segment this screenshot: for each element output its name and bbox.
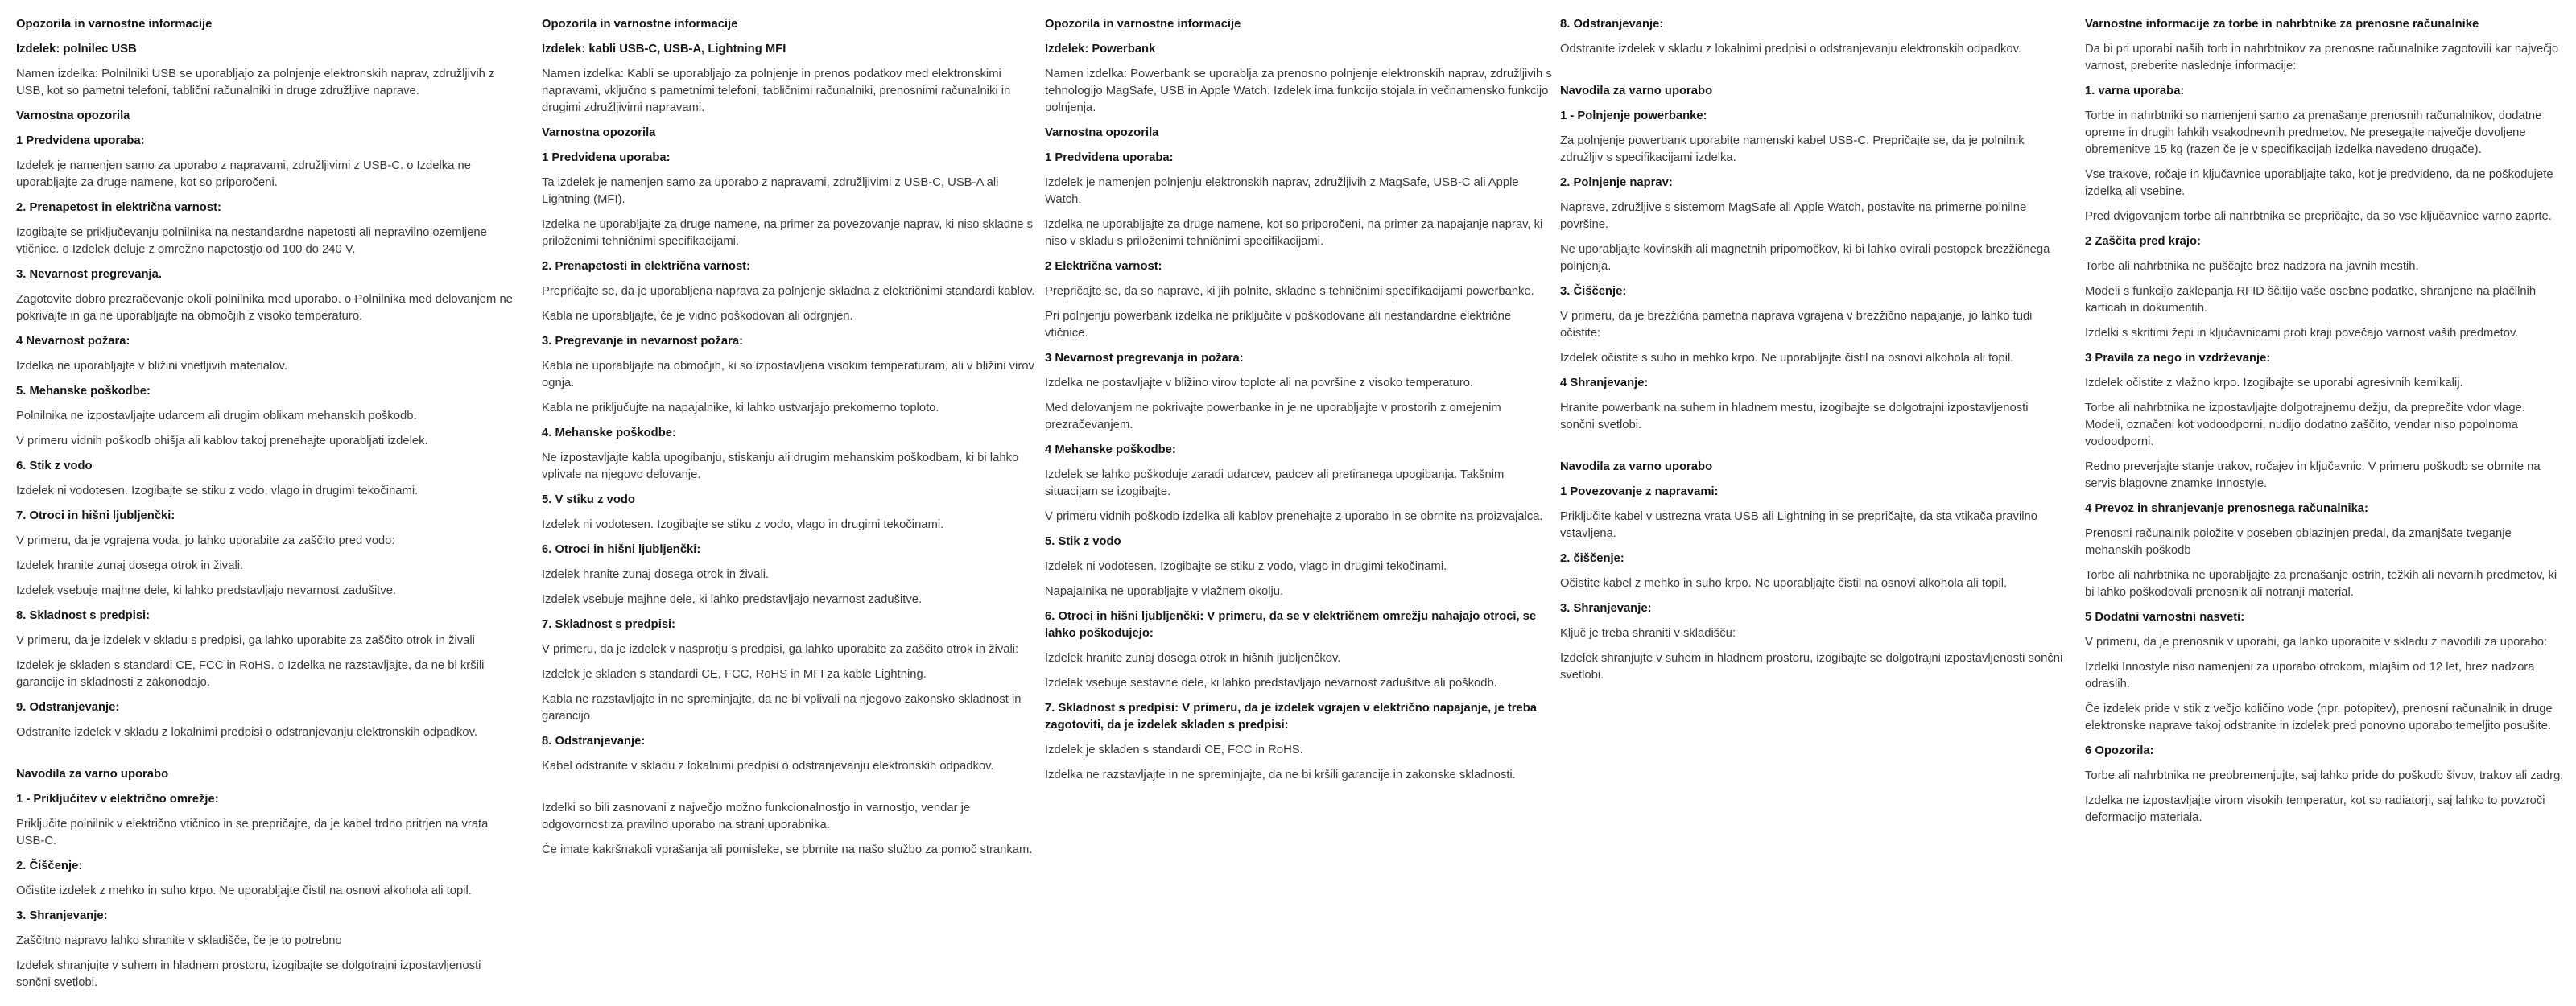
section-heading: 1 - Priključitev v električno omrežje: — [16, 793, 219, 806]
section-heading: Varnostna opozorila — [16, 109, 130, 122]
paragraph: Polnilnika ne izpostavljajte udarcem ali drugim oblikam mehanskih poškodb. — [16, 410, 417, 423]
spacer — [1560, 66, 2066, 75]
paragraph: Izdelek je namenjen samo za uporabo z napravami, združljivimi z USB-C. o Izdelka ne uporabljajte za druge namene, kot so priporočeni. — [16, 159, 472, 189]
section-heading: 2. Prenapetosti in električna varnost: — [542, 260, 751, 273]
paragraph: Izdelek je skladen s standardi CE, FCC in RoHS. o Izdelka ne razstavljajte, da ne bi kršili garancije in skladnosti z zakonodajo. — [16, 659, 485, 689]
paragraph: Torbe ali nahrbtnika ne izpostavljajte dolgotrajnemu dežju, da preprečite vdor vlage. Modeli, označeni kot vodoodporni, nudijo dodatno zaščito, vendar niso popolnoma vodoodporni. — [2085, 402, 2525, 448]
paragraph: Ta izdelek je namenjen samo za uporabo z napravami, združljivimi z USB-C, USB-A ali Lightning (MFI). — [542, 176, 999, 206]
paragraph: Zaščitno napravo lahko shranite v skladišče, če je to potrebno — [16, 934, 342, 947]
paragraph: Kabla ne priključujte na napajalnike, ki lahko ustvarjajo prekomerno toploto. — [542, 402, 939, 414]
section-heading: 3. Shranjevanje: — [1560, 602, 1652, 615]
section-heading: 3. Pregrevanje in nevarnost požara: — [542, 335, 743, 348]
section-heading: 8. Skladnost s predpisi: — [16, 609, 151, 622]
section-heading: 5. Mehanske poškodbe: — [16, 385, 151, 398]
paragraph: Kabla ne uporabljajte, če je vidno poškodovan ali odrgnjen. — [542, 310, 853, 323]
section-heading: 2. čiščenje: — [1560, 552, 1624, 565]
section-heading: 6. Otroci in hišni ljubljenčki: V primeru, da se v električnem omrežju nahajajo otroci, se lahko poškodujejo: — [1045, 610, 1537, 640]
paragraph: V primeru, da je prenosnik v uporabi, ga lahko uporabite v skladu z navodili za uporabo: — [2085, 636, 2548, 649]
paragraph: Očistite izdelek z mehko in suho krpo. Ne uporabljajte čistil na osnovi alkohola ali topil. — [16, 884, 472, 897]
section-heading: 4 Mehanske poškodbe: — [1045, 443, 1176, 456]
section-heading: 2 Zaščita pred krajo: — [2085, 235, 2201, 248]
section-heading: 5. V stiku z vodo — [542, 493, 635, 506]
paragraph: Izdelka ne izpostavljajte virom visokih temperatur, kot so radiatorji, saj lahko to povzroči deformacijo materiala. — [2085, 794, 2545, 824]
section-heading: 4 Prevoz in shranjevanje prenosnega računalnika: — [2085, 502, 2368, 515]
section-heading: 8. Odstranjevanje: — [542, 735, 646, 748]
paragraph: Če izdelek pride v stik z večjo količino vode (npr. potopitev), prenosni računalnik in druge elektronske naprave takoj odstranite in izdelek pred ponovno uporabo temeljito posušite. — [2085, 703, 2553, 732]
paragraph: Pri polnjenju powerbank izdelka ne priključite v poškodovane ali nestandardne električne vtičnice. — [1045, 310, 1512, 340]
paragraph: Kabel odstranite v skladu z lokalnimi predpisi o odstranjevanju elektronskih odpadkov. — [542, 760, 994, 773]
section-heading: 1 Predvidena uporaba: — [16, 134, 145, 147]
paragraph: Da bi pri uporabi naših torb in nahrbtnikov za prenosne računalnike zagotovili kar največjo varnost, preberite naslednje informacije: — [2085, 43, 2559, 72]
paragraph: Odstranite izdelek v skladu z lokalnimi predpisi o odstranjevanju elektronskih odpadkov. — [16, 726, 477, 739]
paragraph: V primeru, da je izdelek v skladu s predpisi, ga lahko uporabite za zaščito otrok in živali — [16, 634, 475, 647]
paragraph: Namen izdelka: Powerbank se uporablja za prenosno polnjenje elektronskih naprav, združljivih s tehnologijo MagSafe, USB in Apple Watch. Izdelek ima funkcijo stojala in večnamensko funkcijo polnjenja. — [1045, 68, 1552, 114]
paragraph: V primeru vidnih poškodb ohišja ali kablov takoj prenehajte uporabljati izdelek. — [16, 435, 428, 447]
paragraph: Kabla ne razstavljajte in ne spreminjajte, da ne bi vplivali na njegovo zakonsko skladnost in garancijo. — [542, 693, 1022, 723]
paragraph: Izdelek hranite zunaj dosega otrok in živali. — [542, 568, 770, 581]
section-heading: 1 Predvidena uporaba: — [542, 151, 671, 164]
paragraph: Prepričajte se, da je uporabljena naprava za polnjenje skladna z električnimi standardi kablov. — [542, 285, 1035, 298]
paragraph: Izdelek vsebuje majhne dele, ki lahko predstavljajo nevarnost zadušitve. — [542, 593, 923, 606]
section-heading: 4 Nevarnost požara: — [16, 335, 130, 348]
section-heading: Varnostna opozorila — [542, 126, 656, 139]
section-heading: 4 Shranjevanje: — [1560, 377, 1649, 390]
paragraph: Torbe ali nahrbtnika ne uporabljajte za prenašanje ostrih, težkih ali nevarnih predmetov, ki bi lahko poškodovali prenosnik ali notranji material. — [2085, 569, 2557, 599]
column-powerbank — [1045, 16, 1554, 792]
paragraph: Namen izdelka: Kabli se uporabljajo za polnjenje in prenos podatkov med elektronskimi napravami, vključno s pametnimi telefoni, tabličnimi računalniki, prenosnimi računalniki in drugimi združljivimi napravami. — [542, 68, 1011, 114]
paragraph: Izdelki s skritimi žepi in ključavnicami proti kraji povečajo varnost vaših predmetov. — [2085, 327, 2519, 340]
paragraph: Med delovanjem ne pokrivajte powerbanke in je ne uporabljajte v prostorih z omejenim prezračevanjem. — [1045, 402, 1501, 431]
paragraph: Izdelki Innostyle niso namenjeni za uporabo otrokom, mlajšim od 12 let, brez nadzora odraslih. — [2085, 661, 2535, 691]
paragraph: Izdelek vsebuje sestavne dele, ki lahko predstavljajo nevarnost zadušitve ali poškodb. — [1045, 677, 1497, 690]
paragraph: V primeru, da je izdelek v nasprotju s predpisi, ga lahko uporabite za zaščito otrok in živali: — [542, 643, 1019, 656]
paragraph: Izdelka ne uporabljajte za druge namene, kot so priporočeni, na primer za napajanje naprav, ki niso v skladu s priloženimi tehničnimi specifikacijami. — [1045, 218, 1543, 248]
paragraph: Torbe in nahrbtniki so namenjeni samo za prenašanje prenosnih računalnikov, dodatne opreme in drugih lahkih vsakodnevnih predmetov. Ne presegajte največje dovoljene obremenitve 15 kg (razen če je v specifikacijah izdelka navedeno drugače). — [2085, 109, 2542, 156]
section-heading: 3. Čiščenje: — [1560, 285, 1627, 298]
section-heading: Izdelek: polnilec USB — [16, 43, 137, 56]
paragraph: Za polnjenje powerbank uporabite namenski kabel USB-C. Prepričajte se, da je polnilnik združljiv s specifikacijami izdelka. — [1560, 134, 2025, 164]
column-usb-charger — [16, 16, 514, 1000]
section-heading: Izdelek: Powerbank — [1045, 43, 1156, 56]
section-heading: 6 Opozorila: — [2085, 744, 2154, 757]
section-heading: Navodila za varno uporabo — [1560, 460, 1713, 473]
section-heading: 3. Shranjevanje: — [16, 909, 108, 922]
paragraph: V primeru, da je vgrajena voda, jo lahko uporabite za zaščito pred vodo: — [16, 534, 395, 547]
paragraph: Ključ je treba shraniti v skladišču: — [1560, 627, 1736, 640]
paragraph: Izdelek ni vodotesen. Izogibajte se stiku z vodo, vlago in drugimi tekočinami. — [16, 484, 419, 497]
paragraph: Očistite kabel z mehko in suho krpo. Ne uporabljajte čistil na osnovi alkohola ali topil. — [1560, 577, 2008, 590]
section-heading: 2 Električna varnost: — [1045, 260, 1162, 273]
section-heading: Opozorila in varnostne informacije — [542, 18, 738, 31]
paragraph: Izdelek je skladen s standardi CE, FCC in RoHS. — [1045, 744, 1303, 757]
section-heading: 3. Nevarnost pregrevanja. — [16, 268, 162, 281]
paragraph: Redno preverjajte stanje trakov, ročajev in ključavnic. V primeru poškodb se obrnite na servis blagovne znamke Innostyle. — [2085, 460, 2541, 490]
paragraph: Prenosni računalnik položite v poseben oblazinjen predal, da zmanjšate tveganje mehanskih poškodb — [2085, 527, 2512, 557]
paragraph: Vse trakove, ročaje in ključavnice uporabljajte tako, kot je predvideno, da ne poškodujete izdelka ali vsebine. — [2085, 168, 2553, 198]
paragraph: Torbe ali nahrbtnika ne puščajte brez nadzora na javnih mestih. — [2085, 260, 2419, 273]
paragraph: Priključite kabel v ustrezna vrata USB ali Lightning in se prepričajte, da sta vtikača pravilno vstavljena. — [1560, 510, 2037, 540]
section-heading: Navodila za varno uporabo — [1560, 85, 1713, 97]
paragraph: Izdelka ne postavljajte v bližino virov toplote ali na površine z visoko temperaturo. — [1045, 377, 1474, 390]
paragraph: Izdelek ni vodotesen. Izogibajte se stiku z vodo, vlago in drugimi tekočinami. — [542, 518, 944, 531]
paragraph: Izdelek ni vodotesen. Izogibajte se stiku z vodo, vlago in drugimi tekočinami. — [1045, 560, 1447, 573]
paragraph: Izdelek očistite s suho in mehko krpo. Ne uporabljajte čistil na osnovi alkohola ali topil. — [1560, 352, 2014, 365]
section-heading: 8. Odstranjevanje: — [1560, 18, 1664, 31]
section-heading: 5 Dodatni varnostni nasveti: — [2085, 611, 2245, 624]
paragraph: Izdelka ne uporabljajte za druge namene, na primer za povezovanje naprav, ki niso skladne s priloženimi tehničnimi specifikacijami. — [542, 218, 1034, 248]
paragraph: Izdelek shranjujte v suhem in hladnem prostoru, izogibajte se dolgotrajni izpostavljenosti sončni svetlobi. — [16, 959, 481, 989]
paragraph: Izdelek hranite zunaj dosega otrok in živali. — [16, 559, 244, 572]
section-heading: Opozorila in varnostne informacije — [1045, 18, 1241, 31]
paragraph: Odstranite izdelek v skladu z lokalnimi predpisi o odstranjevanju elektronskih odpadkov. — [1560, 43, 2021, 56]
paragraph: Hranite powerbank na suhem in hladnem mestu, izogibajte se dolgotrajni izpostavljenosti sončni svetlobi. — [1560, 402, 2029, 431]
paragraph: Prepričajte se, da so naprave, ki jih polnite, skladne s tehničnimi specifikacijami powerbanke. — [1045, 285, 1534, 298]
section-heading: Varnostne informacije za torbe in nahrbtnike za prenosne računalnike — [2085, 18, 2479, 31]
section-heading: 9. Odstranjevanje: — [16, 701, 120, 714]
paragraph: Izdelek očistite z vlažno krpo. Izogibajte se uporabi agresivnih kemikalij. — [2085, 377, 2463, 390]
section-heading: 7. Skladnost s predpisi: V primeru, da je izdelek vgrajen v električno napajanje, je treba zagotoviti, da je izdelek skladen s predpisi: — [1045, 702, 1538, 732]
paragraph: Izdelek je namenjen polnjenju elektronskih naprav, združljivih z MagSafe, USB-C ali Apple Watch. — [1045, 176, 1519, 206]
paragraph: Priključite polnilnik v električno vtičnico in se prepričajte, da je kabel trdno pritrjen na vrata USB-C. — [16, 818, 489, 847]
section-heading: 2. Prenapetost in električna varnost: — [16, 201, 221, 214]
paragraph: Izdelka ne razstavljajte in ne spreminjajte, da ne bi kršili garancije in zakonske skladnosti. — [1045, 769, 1516, 781]
section-heading: Opozorila in varnostne informacije — [16, 18, 213, 31]
section-heading: 7. Skladnost s predpisi: — [542, 618, 676, 631]
spacer — [1560, 442, 2066, 451]
paragraph: Če imate kakršnakoli vprašanja ali pomisleke, se obrnite na našo službo za pomoč strankam. — [542, 843, 1033, 856]
paragraph: Napajalnika ne uporabljajte v vlažnem okolju. — [1045, 585, 1284, 598]
spacer — [542, 783, 1038, 792]
paragraph: Izdelek vsebuje majhne dele, ki lahko predstavljajo nevarnost zadušitve. — [16, 584, 397, 597]
column-cables — [542, 16, 1038, 867]
paragraph: V primeru, da je brezžična pametna naprava vgrajena v brezžično napajanje, jo lahko tudi očistite: — [1560, 310, 2033, 340]
paragraph: Izdelek shranjujte v suhem in hladnem prostoru, izogibajte se dolgotrajni izpostavljenosti sončni svetlobi. — [1560, 652, 2063, 682]
paragraph: Izdelki so bili zasnovani z največjo možno funkcionalnostjo in varnostjo, vendar je odgovornost za pravilno uporabo na strani uporabnika. — [542, 802, 971, 831]
column-laptop-bags — [2085, 16, 2566, 835]
paragraph: V primeru vidnih poškodb izdelka ali kablov prenehajte z uporabo in se obrnite na proizvajalca. — [1045, 510, 1543, 523]
section-heading: 6. Stik z vodo — [16, 460, 93, 472]
paragraph: Zagotovite dobro prezračevanje okoli polnilnika med uporabo. o Polnilnika med delovanjem ne pokrivajte in ga ne uporabljajte na območjih z visoko temperaturo. — [16, 293, 513, 323]
section-heading: 1 - Polnjenje powerbanke: — [1560, 109, 1707, 122]
section-heading: 1. varna uporaba: — [2085, 85, 2185, 97]
column-usage-instructions — [1560, 16, 2066, 692]
paragraph: Izdelek hranite zunaj dosega otrok in hišnih ljubljenčkov. — [1045, 652, 1341, 665]
paragraph: Torbe ali nahrbtnika ne preobremenjujte, saj lahko pride do poškodb šivov, trakov ali zadrg. — [2085, 769, 2564, 782]
paragraph: Ne uporabljajte kovinskih ali magnetnih pripomočkov, ki bi lahko ovirali postopek brezžičnega polnjenja. — [1560, 243, 2050, 273]
paragraph: Namen izdelka: Polnilniki USB se uporabljajo za polnjenje elektronskih naprav, združljivih z USB, kot so pametni telefoni, tablični računalniki in druge združljive naprave. — [16, 68, 495, 97]
section-heading: 2. Čiščenje: — [16, 860, 83, 872]
spacer — [16, 749, 514, 758]
section-heading: 5. Stik z vodo — [1045, 535, 1121, 548]
paragraph: Naprave, združljive s sistemom MagSafe ali Apple Watch, postavite na primerne polnilne površine. — [1560, 201, 2027, 231]
paragraph: Pred dvigovanjem torbe ali nahrbtnika se prepričajte, da so vse ključavnice varno zaprte. — [2085, 210, 2552, 223]
section-heading: 7. Otroci in hišni ljubljenčki: — [16, 509, 175, 522]
section-heading: 4. Mehanske poškodbe: — [542, 427, 676, 439]
section-heading: Navodila za varno uporabo — [16, 768, 169, 781]
section-heading: 1 Povezovanje z napravami: — [1560, 485, 1719, 498]
paragraph: Modeli s funkcijo zaklepanja RFID ščitijo vaše osebne podatke, shranjene na plačilnih karticah in dokumentih. — [2085, 285, 2537, 315]
paragraph: Kabla ne uporabljajte na območjih, ki so izpostavljena visokim temperaturam, ali v bližini virov ognja. — [542, 360, 1034, 390]
section-heading: Izdelek: kabli USB-C, USB-A, Lightning MFI — [542, 43, 786, 56]
paragraph: Ne izpostavljajte kabla upogibanju, stiskanju ali drugim mehanskim poškodbam, ki bi lahko vplivale na njegovo delovanje. — [542, 451, 1019, 481]
section-heading: 1 Predvidena uporaba: — [1045, 151, 1174, 164]
section-heading: 3 Nevarnost pregrevanja in požara: — [1045, 352, 1244, 365]
section-heading: Varnostna opozorila — [1045, 126, 1159, 139]
paragraph: Izdelek je skladen s standardi CE, FCC, RoHS in MFI za kable Lightning. — [542, 668, 927, 681]
section-heading: 3 Pravila za nego in vzdrževanje: — [2085, 352, 2271, 365]
paragraph: Izogibajte se priključevanju polnilnika na nestandardne napetosti ali nepravilno ozemljene vtičnice. o Izdelek deluje z omrežno napetostjo od 100 do 240 V. — [16, 226, 487, 256]
paragraph: Izdelka ne uporabljajte v bližini vnetljivih materialov. — [16, 360, 287, 373]
section-heading: 2. Polnjenje naprav: — [1560, 176, 1673, 189]
paragraph: Izdelek se lahko poškoduje zaradi udarcev, padcev ali pretiranega upogibanja. Takšnim situacijam se izogibajte. — [1045, 468, 1505, 498]
section-heading: 6. Otroci in hišni ljubljenčki: — [542, 543, 701, 556]
